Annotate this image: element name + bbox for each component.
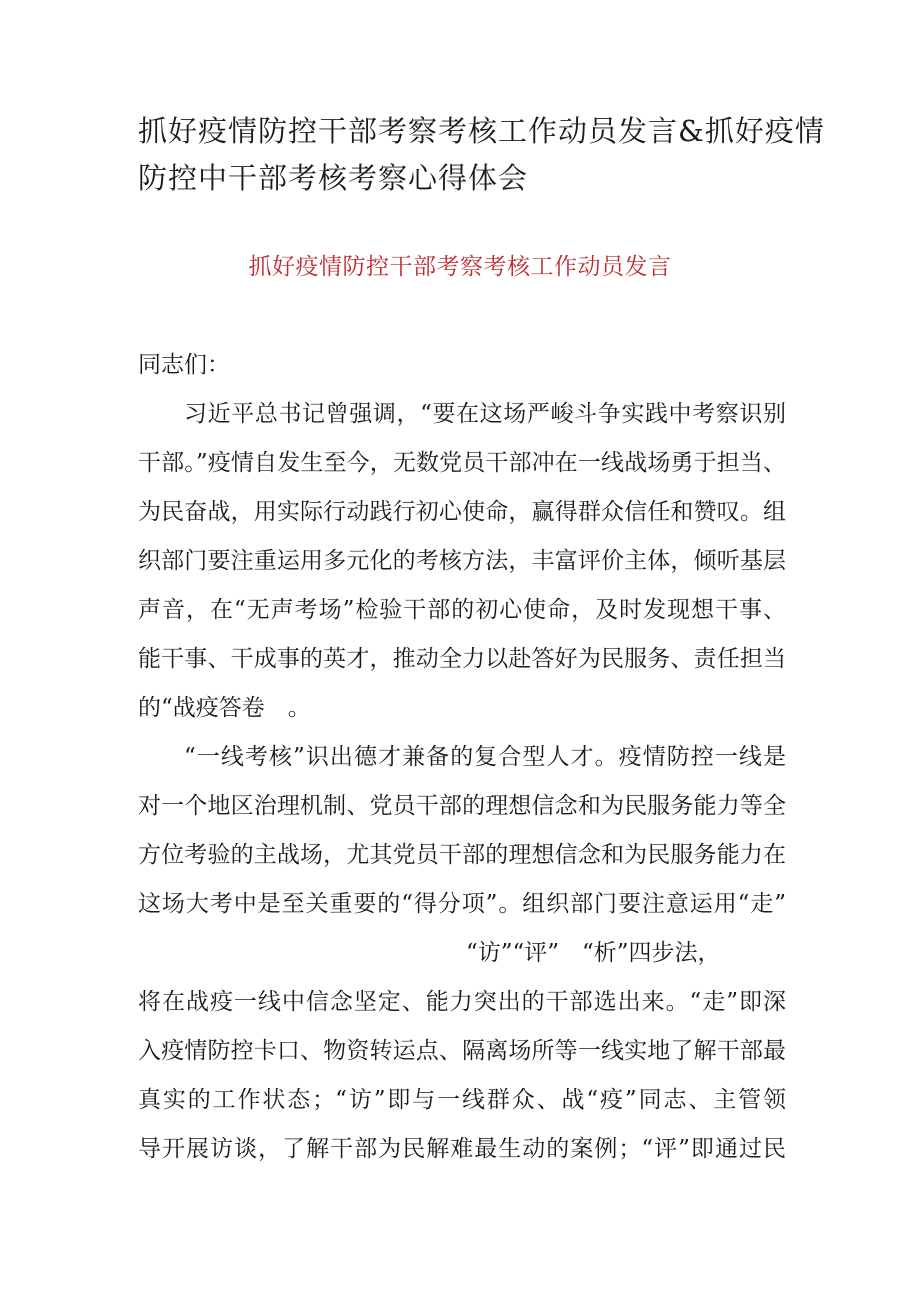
document-title (138, 108, 825, 202)
body-line: 方位考验的主战场，尤其党员干部的理想信念和为民服务能力在 (138, 842, 786, 868)
body-line: 声音，在“无声考场”检验干部的初心使命，及时发现想干事、 (138, 597, 786, 623)
body-line: “访”“评” “析”四步法， (466, 940, 721, 966)
body-line: 为民奋战，用实际行动践行初心使命，赢得群众信任和赞叹。组 (138, 499, 786, 525)
document-title-line-2: 防控中干部考核考察心得体会 (138, 161, 529, 195)
body-line: 将在战疫一线中信念坚定、能力突出的干部选出来。“走”即深 (138, 989, 786, 1015)
body-line: 习近平总书记曾强调，“要在这场严峻斗争实践中考察识别 (184, 401, 786, 427)
body-line: 对一个地区治理机制、党员干部的理想信念和为民服务能力等全 (138, 793, 786, 819)
body-line: 织部门要注重运用多元化的考核方法，丰富评价主体，倾听基层 (138, 548, 786, 574)
body-line: 的“战疫答卷 。 (138, 695, 311, 721)
document-title-line-1: 抓好疫情防控干部考察考核工作动员发言&抓好疫情 (138, 114, 825, 148)
body-line: 导开展访谈，了解干部为民解难最生动的案例；“评”即通过民 (138, 1136, 786, 1162)
body-line: 这场大考中是至关重要的“得分项”。组织部门要注意运用“走” (138, 891, 786, 917)
body-line: 能干事、干成事的英才，推动全力以赴答好为民服务、责任担当 (138, 646, 786, 672)
body-line: 真实的工作状态；“访”即与一线群众、战“疫”同志、主管领 (138, 1087, 786, 1113)
salutation: 同志们： (138, 352, 230, 378)
section-title: 抓好疫情防控干部考察考核工作动员发言 (248, 254, 672, 280)
body-line: 干部。”疫情自发生至今，无数党员干部冲在一线战场勇于担当、 (138, 450, 786, 476)
body-line: 入疫情防控卡口、物资转运点、隔离场所等一线实地了解干部最 (138, 1038, 786, 1064)
body-line: “一线考核”识出德才兼备的复合型人才。疫情防控一线是 (184, 744, 786, 770)
